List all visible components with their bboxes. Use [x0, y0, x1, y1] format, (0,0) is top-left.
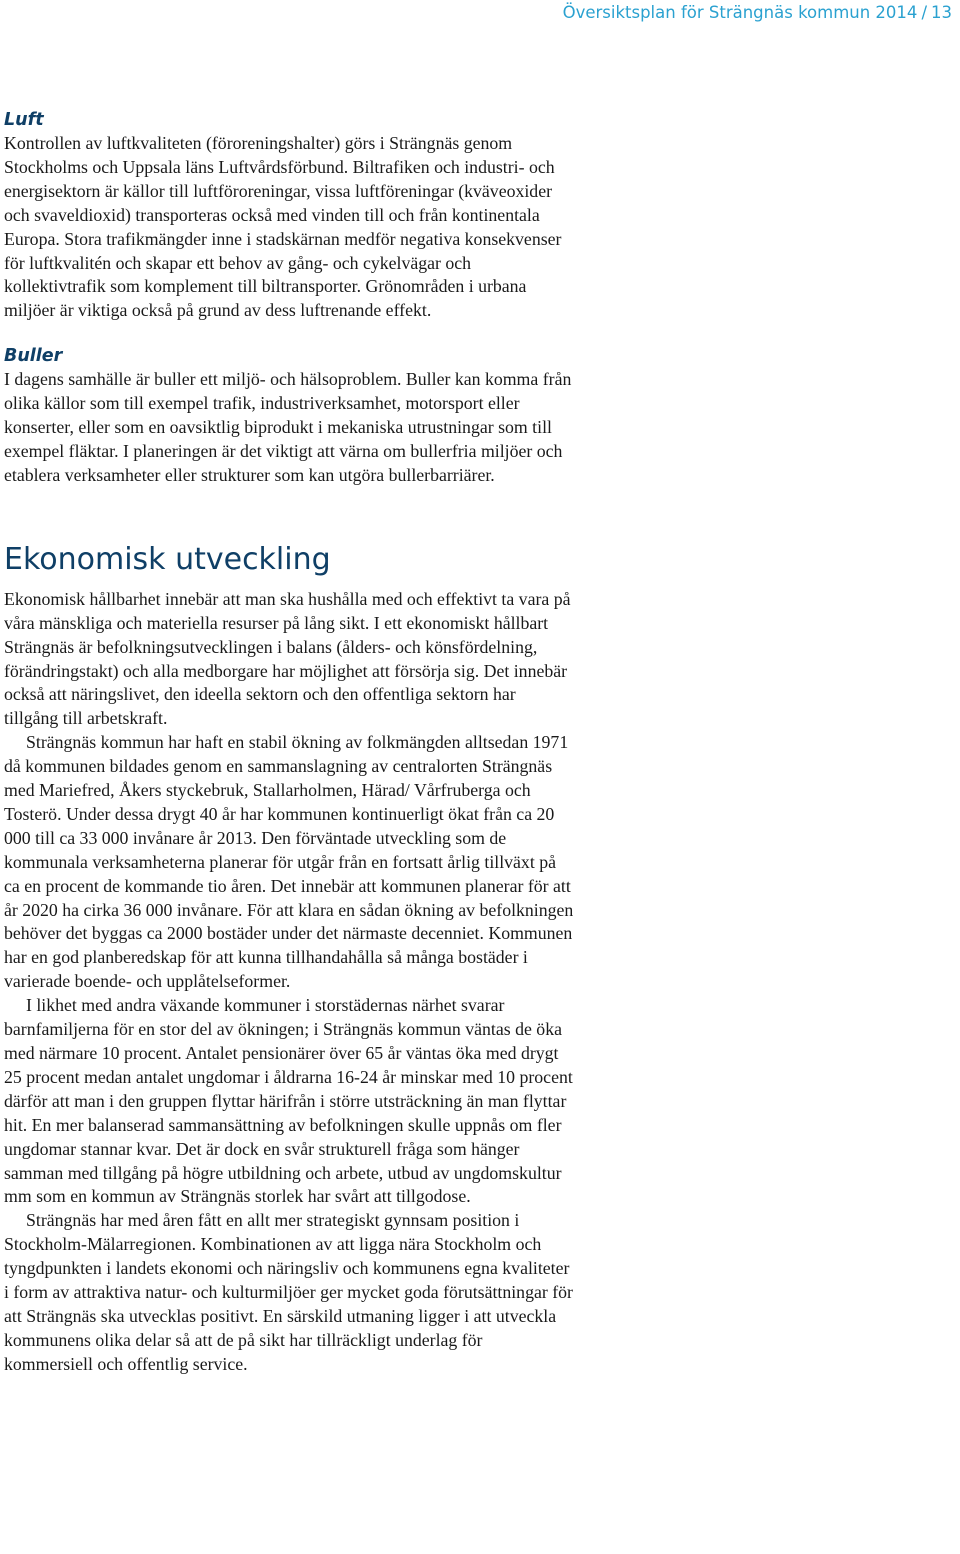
buller-paragraph: I dagens samhälle är buller ett miljö- och hälsoproblem. Buller kan komma från olika källor som till exempel trafik, industriverksamhet, motorsport eller konserter, eller som en oavsiktlig biprodukt i mekaniska utrustningar som till exempel fläktar. I planeringen är det viktigt att värna om bullerfria miljöer och etablera verksamheter eller strukturer som kan utgöra bullerbarriärer.	[4, 369, 572, 485]
running-header	[563, 3, 952, 22]
luft-heading: Luft	[4, 110, 44, 130]
page-content	[4, 108, 574, 1377]
luft-paragraph: Kontrollen av luftkvaliteten (föroreningshalter) görs i Strängnäs genom Stockholms och Uppsala läns Luftvårdsförbund. Biltrafiken och industri- och energisektorn är källor till luftföroreningar, vissa luftföreningar (kväveoxider och svaveldioxid) transporteras också med vinden till och från kontinentala Europa. Stora trafikmängder inne i stadskärnan medför negativa konsekvenser för luftkvalitén och skapar ett behov av gång- och cykelvägar och kollektivtrafik som komplement till biltransporter. Grönområden i urbana miljöer är viktiga också på grund av dess luftrenande effekt.	[4, 133, 562, 321]
ekonomisk-paragraph-3: I likhet med andra växande kommuner i storstädernas närhet svarar barnfamiljerna för en stor del av ökningen; i Strängnäs kommun väntas de öka med närmare 10 procent. Antalet pensionärer över 65 år väntas öka med drygt 25 procent medan antalet ungdomar i åldrarna 16-24 år minskar med 10 procent därför att man i den gruppen flyttar härifrån i större utsträckning än man flyttar hit. En mer balanserad sammansättning av befolkningen skulle uppnås om fler ungdomar stannar kvar. Det är dock en svår strukturell fråga som hänger samman med tillgång på högre utbildning och arbete, utbud av ungdomskultur mm som en kommun av Strängnäs storlek har svårt att tillgodose.	[4, 995, 573, 1207]
ekonomisk-utveckling-heading: Ekonomisk utveckling	[4, 541, 331, 577]
ekonomisk-paragraph-4: Strängnäs har med åren fått en allt mer strategiskt gynnsam position i Stockholm-Mälarregionen. Kombinationen av att ligga nära Stockholm och tyngdpunkten i landets ekonomi och näringsliv och kommunens egna kvaliteter i form av attraktiva natur- och kulturmiljöer ger mycket goda förutsättningar för att Strängnäs ska utvecklas positivt. En särskild utmaning ligger i att utveckla kommunens olika delar så att de på sikt har tillräckligt underlag för kommersiell och offentlig service.	[4, 1210, 573, 1374]
document-title: Översiktsplan för Strängnäs kommun 2014	[562, 3, 918, 22]
page-number: 13	[931, 3, 952, 22]
buller-heading: Buller	[4, 346, 63, 367]
ekonomisk-paragraph-1: Ekonomisk hållbarhet innebär att man ska hushålla med och effektivt ta vara på våra mänskliga och materiella resurser på lång sikt. I ett ekonomiskt hållbart Strängnäs är befolkningsutvecklingen i balans (ålders- och könsfördelning, förändringstakt) och alla medborgare har möjlighet att försörja sig. Det innebär också att näringslivet, den ideella sektorn och den offentliga sektorn har tillgång till arbetskraft.	[4, 588, 571, 729]
header-separator: /	[921, 3, 927, 22]
ekonomisk-paragraph-2: Strängnäs kommun har haft en stabil ökning av folkmängden alltsedan 1971 då kommunen bildades genom en sammanslagning av centralorten Strängnäs med Mariefred, Åkers styckebruk, Stallarholmen, Härad/ Vårfruberga och Tosterö. Under dessa drygt 40 år har kommunen kontinuerligt ökat från ca 20 000 till ca 33 000 invånare år 2013. Den förväntade utveckling som de kommunala verksamheterna planerar för utgår från en fortsatt årlig tillväxt på ca en procent de kommande tio åren. Det innebär att kommunen planerar för att år 2020 ha cirka 36 000 invånare. För att klara en sådan ökning av befolkningen behöver det byggas ca 2000 bostäder under det närmaste decenniet. Kommunen har en god planberedskap för att kunna tillhandahålla så många bostäder i varierade boende- och upplåtelseformer.	[4, 732, 574, 992]
